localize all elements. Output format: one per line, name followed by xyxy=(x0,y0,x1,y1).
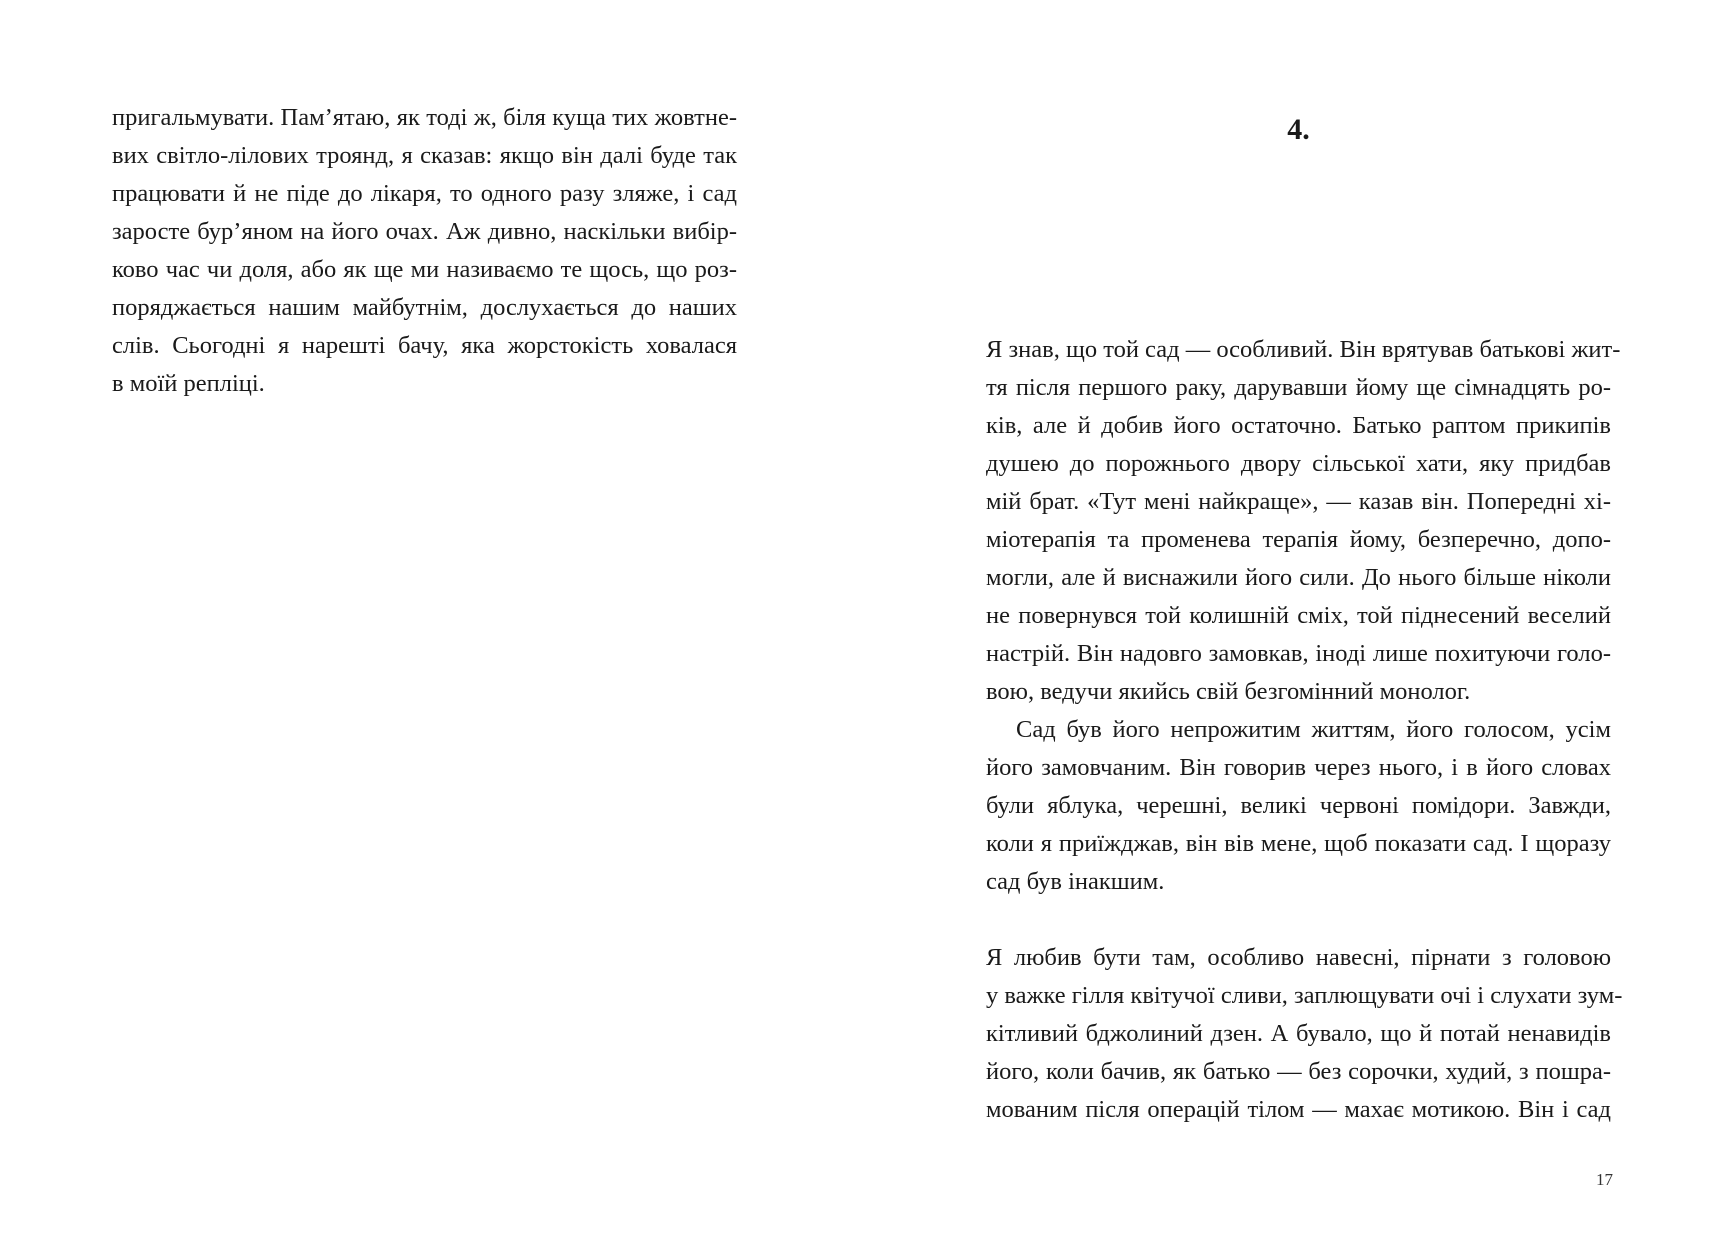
page-number: 17 xyxy=(1596,1170,1613,1189)
text-line: міотерапія та променева терапія йому, безперечно, допо- xyxy=(986,526,1611,553)
text-line: не повернувся той колишній сміх, той піднесений веселий xyxy=(986,602,1611,629)
text-line: у важке гілля квітучої сливи, заплющувати очі і слухати зум- xyxy=(986,982,1623,1009)
text-line: пригальмувати. Пам’ятаю, як тоді ж, біля куща тих жовтне- xyxy=(112,104,737,131)
chapter-number: 4. xyxy=(1287,113,1310,146)
text-line: Сад був його непрожитим життям, його голосом, усім xyxy=(1016,716,1611,743)
text-line: Я знав, що той сад — особливий. Він врятував батькові жит- xyxy=(986,336,1621,363)
text-line: слів. Сьогодні я нарешті бачу, яка жорстокість ховалася xyxy=(112,332,737,359)
text-line: його замовчаним. Він говорив через нього, і в його словах xyxy=(986,754,1611,781)
text-line: коли я приїжджав, він вів мене, щоб показати сад. І щоразу xyxy=(986,830,1611,857)
text-line: вою, ведучи якийсь свій безгомінний монолог. xyxy=(986,678,1471,705)
text-line: ків, але й добив його остаточно. Батько раптом прикипів xyxy=(986,412,1611,439)
text-line: поряджається нашим майбутнім, дослухається до наших xyxy=(112,294,737,321)
text-line: його, коли бачив, як батько — без сорочки, худий, з пошра- xyxy=(986,1058,1611,1085)
left-page xyxy=(0,0,856,1258)
text-line: мій брат. «Тут мені найкраще», — казав він. Попередні хі- xyxy=(986,488,1611,515)
text-line: працювати й не піде до лікаря, то одного разу зляже, і сад xyxy=(112,180,737,207)
text-line: мованим після операцій тілом — махає мотикою. Він і сад xyxy=(986,1096,1611,1123)
right-page xyxy=(856,0,1713,1258)
text-line: заросте бур’яном на його очах. Аж дивно, наскільки вибір- xyxy=(112,218,737,245)
text-line: ково час чи доля, або як ще ми називаємо те щось, що роз- xyxy=(112,256,737,283)
text-line: настрій. Він надовго замовкав, іноді лише похитуючи голо- xyxy=(986,640,1611,667)
text-line: душею до порожнього двору сільської хати, яку придбав xyxy=(986,450,1611,477)
text-line: могли, але й виснажили його сили. До нього більше ніколи xyxy=(986,564,1611,591)
text-line: вих світло-лілових троянд, я сказав: якщо він далі буде так xyxy=(112,142,737,169)
text-line: Я любив бути там, особливо навесні, пірнати з головою xyxy=(986,944,1611,971)
text-line: в моїй репліці. xyxy=(112,370,265,397)
text-line: були яблука, черешні, великі червоні помідори. Завжди, xyxy=(986,792,1611,819)
text-line: тя після першого раку, дарувавши йому ще сімнадцять ро- xyxy=(986,374,1611,401)
text-line: кітливий бджолиний дзен. А бувало, що й потай ненавидів xyxy=(986,1020,1611,1047)
text-line: сад був інакшим. xyxy=(986,868,1165,895)
